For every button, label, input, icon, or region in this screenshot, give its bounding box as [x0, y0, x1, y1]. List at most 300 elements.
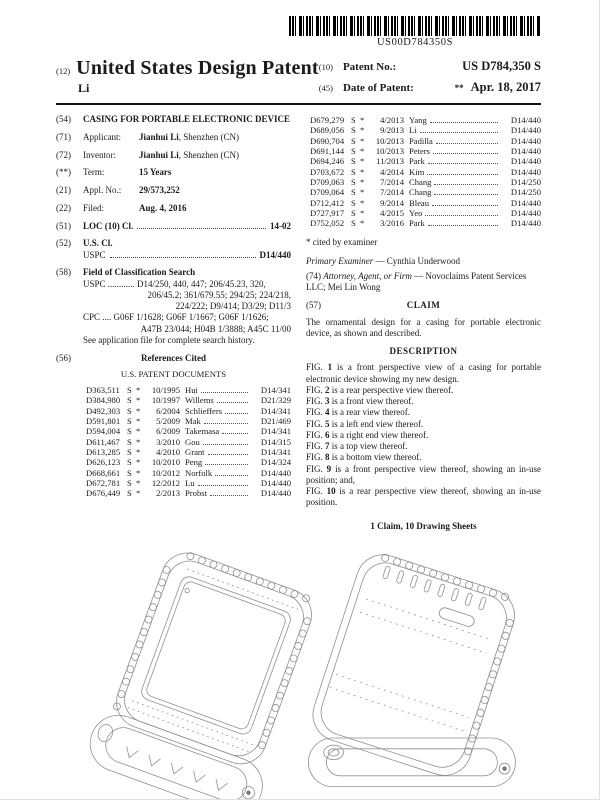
ref-examiner-star: * — [360, 218, 365, 229]
us-patent-documents-heading: U.S. PATENT DOCUMENTS — [120, 369, 227, 380]
ref-date: 2/2013 — [156, 488, 180, 499]
base-handle — [82, 707, 270, 800]
inventor-label: Inventor: — [83, 149, 116, 160]
ref-kind-code: S — [127, 457, 132, 468]
ref-kind-code: S — [351, 135, 356, 146]
ref-date: 5/2009 — [156, 416, 180, 427]
term-label: Term: — [83, 167, 105, 178]
uspc-value: D14/440 — [259, 249, 291, 260]
term-value: 15 Years — [139, 167, 172, 178]
ref-date: 10/2013 — [375, 135, 404, 146]
fig-label: FIG. — [306, 452, 323, 463]
applicant-name: Jianhui Li — [139, 131, 179, 142]
ref-kind-code: S — [127, 436, 132, 447]
dot-leader — [205, 464, 248, 465]
ref-examiner-star: * — [136, 447, 141, 457]
figure-description-line — [306, 362, 541, 385]
fig-label: FIG. — [306, 407, 323, 418]
applicant-location: , Shenzhen (CN) — [178, 131, 240, 142]
inventor-location: , Shenzhen (CN) — [178, 149, 240, 160]
dot-leader — [215, 475, 248, 476]
ref-inventor-name: Bleau — [409, 197, 430, 208]
ref-kind-code: S — [351, 125, 356, 136]
field-us-class — [56, 238, 291, 261]
dot-leader — [425, 215, 498, 216]
ref-patent-number: D679,279 — [310, 115, 345, 125]
field-application-number — [56, 185, 291, 196]
ref-examiner-star: * — [136, 426, 141, 437]
ref-classification: D14/440 — [510, 218, 541, 229]
ref-kind-code: S — [351, 197, 356, 208]
field-number: (71) — [56, 131, 71, 142]
ref-examiner-star: * — [360, 145, 365, 156]
ref-inventor-name: Hui — [185, 385, 198, 396]
barcode-image — [289, 16, 541, 36]
fig-text: is a right end view thereof. — [331, 429, 429, 440]
field-title-of-design — [56, 114, 291, 125]
ref-kind-code: S — [127, 405, 132, 416]
ref-patent-number: D384,980 — [86, 395, 121, 406]
ref-patent-number: D613,285 — [86, 447, 121, 457]
ref-patent-number: D689,056 — [310, 125, 345, 136]
ref-classification: D14/440 — [510, 197, 541, 208]
fig-label: FIG. — [306, 429, 323, 440]
reference-row — [86, 478, 291, 488]
cpc-search-line: CPC .... G06F 1/1628; G06F 1/1667; G06F 1/1626; — [83, 312, 269, 323]
ref-patent-number: D712,412 — [310, 197, 345, 208]
ref-examiner-star: * — [360, 176, 365, 187]
reference-row — [310, 187, 541, 197]
ref-date: 12/2012 — [151, 477, 180, 488]
fig-label: FIG. — [306, 384, 323, 395]
ref-date: 4/2010 — [156, 447, 180, 457]
fig-label: FIG. — [306, 418, 323, 429]
reference-row — [310, 156, 541, 166]
ref-inventor-name: Chang — [409, 176, 432, 187]
ref-patent-number: D611,467 — [86, 436, 120, 447]
ref-classification: D14/315 — [260, 436, 291, 447]
dot-leader — [217, 402, 248, 403]
ref-classification: D14/341 — [260, 447, 291, 457]
ref-date: 10/2012 — [151, 467, 180, 478]
ref-examiner-star: * — [360, 135, 365, 146]
ref-inventor-name: Peters — [409, 145, 431, 156]
ref-date: 11/2013 — [376, 156, 404, 167]
field-number: (58) — [56, 267, 71, 278]
ref-inventor-name: Li — [409, 125, 417, 136]
ref-inventor-name: Kim — [409, 166, 425, 177]
fig-number: 3 — [325, 396, 330, 407]
fig-text: is a front view thereof. — [331, 396, 414, 407]
ref-inventor-name: Probst — [185, 488, 207, 499]
ref-examiner-star: * — [360, 207, 365, 218]
ref-inventor-name: Grant — [185, 447, 205, 457]
ref-patent-number: D626,123 — [86, 457, 121, 468]
reference-row — [310, 125, 541, 135]
ref-inventor-name: Norfolk — [185, 467, 213, 478]
ref-patent-number: D668,661 — [86, 467, 121, 478]
dot-leader — [434, 184, 498, 185]
date-label: Date of Patent: — [342, 82, 414, 94]
reference-row — [86, 468, 291, 478]
search-label: Field of Classification Search — [83, 267, 196, 278]
attorney-name: Novoclaims Patent Services LLC; Mei Lin Wong — [306, 270, 527, 293]
field-number: (**) — [56, 167, 71, 178]
ref-date: 10/1995 — [151, 385, 180, 396]
ref-inventor-name: Yang — [409, 115, 427, 125]
ref-kind-code: S — [351, 176, 356, 187]
figure-description-line — [306, 407, 541, 418]
ref-examiner-star: * — [136, 467, 141, 478]
ref-classification: D14/440 — [260, 467, 291, 478]
reference-row — [86, 426, 291, 436]
em-dash: — — [414, 270, 424, 281]
ref-patent-number: D672,781 — [86, 477, 121, 488]
ref-inventor-name: Park — [409, 156, 425, 167]
ref-examiner-star: * — [360, 115, 365, 125]
fig-number: 8 — [325, 452, 330, 463]
reference-row — [310, 208, 541, 218]
dot-leader — [434, 194, 498, 195]
ref-classification: D14/440 — [510, 166, 541, 177]
ref-classification: D14/440 — [260, 488, 291, 499]
ref-examiner-star: * — [136, 395, 141, 406]
ref-patent-number: D363,511 — [86, 385, 120, 396]
fig-text: is a rear perspective view thereof. — [331, 384, 454, 395]
ref-inventor-name: Willems — [185, 395, 214, 406]
dot-leader — [420, 132, 498, 133]
uspc-search-line: 206/45.2; 361/679.55; 294/25; 224/218, — [147, 289, 291, 300]
uspc-search-line: 224/222; D9/414; D3/29; D11/3 — [175, 301, 291, 311]
header-divider — [56, 103, 541, 105]
field-number: (22) — [56, 202, 71, 213]
ref-classification: D14/250 — [510, 187, 541, 198]
ref-inventor-name: Chang — [409, 187, 432, 198]
design-title: CASING FOR PORTABLE ELECTRONIC DEVICE — [83, 114, 291, 124]
ref-inventor-name: Schlieffers — [185, 405, 223, 416]
ref-kind-code: S — [351, 207, 356, 218]
loc-label: LOC (10) Cl. — [83, 220, 134, 231]
ref-date: 6/2009 — [156, 426, 180, 437]
fig-number: 9 — [326, 463, 332, 474]
fig-number: 5 — [325, 418, 330, 429]
dot-leader — [430, 122, 498, 123]
appl-no-value: 29/573,252 — [139, 185, 180, 195]
em-dash: — — [375, 255, 385, 266]
ref-examiner-star: * — [360, 197, 365, 208]
fig-label: FIG. — [306, 441, 323, 452]
ref-date: 10/2010 — [151, 457, 180, 468]
fig-text: is a top view thereof. — [331, 441, 408, 452]
ref-date: 10/2013 — [375, 145, 404, 156]
scallop-bumps — [112, 546, 318, 762]
ref-kind-code: S — [127, 395, 132, 406]
ref-kind-code: S — [351, 166, 356, 177]
ref-kind-code: S — [127, 467, 132, 478]
figure-description-line — [306, 396, 541, 407]
ref-inventor-name: Gou — [185, 436, 200, 447]
ref-date: 3/2010 — [156, 436, 180, 447]
reference-row — [86, 395, 291, 405]
description-heading: DESCRIPTION — [389, 346, 458, 357]
field-number: (56) — [56, 353, 71, 363]
figure-description-line — [306, 385, 541, 396]
ref-classification: D21/329 — [260, 395, 291, 406]
dot-leader — [222, 433, 248, 434]
uspc-search-line: USPC ............ D14/250, 440, 447; 206/45.23, 320, — [83, 278, 266, 289]
barcode — [289, 16, 541, 48]
ref-inventor-name: Lu — [185, 477, 195, 488]
dot-leader — [208, 454, 248, 455]
figure-description-line — [306, 430, 541, 441]
attorney-line — [306, 271, 541, 294]
uspc-label: USPC — [83, 249, 106, 260]
ref-kind-code: S — [127, 477, 132, 488]
ref-examiner-star: * — [136, 488, 141, 499]
first-named-inventor: Li — [78, 81, 90, 95]
filed-label: Filed: — [83, 202, 105, 213]
ref-inventor-name: Takemasa — [185, 426, 220, 437]
reference-row — [86, 416, 291, 426]
fig-label: FIG. — [306, 486, 323, 497]
term-extension-stars: ** — [454, 83, 464, 93]
ref-classification: D14/341 — [260, 385, 291, 396]
ref-classification: D14/341 — [260, 405, 291, 416]
right-column — [306, 114, 541, 532]
ref-patent-number: D709,064 — [310, 187, 345, 198]
fig-number: 4 — [325, 407, 330, 418]
drawing-sheet — [0, 534, 599, 800]
reference-row — [310, 198, 541, 208]
ref-patent-number: D492,303 — [86, 405, 121, 416]
reference-row — [310, 136, 541, 146]
fig-text: is a front perspective view of a casing for portable electronic device showing my new design. — [306, 362, 542, 384]
ref-classification: D21/469 — [260, 416, 291, 427]
ref-classification: D14/440 — [510, 115, 541, 125]
ref-inventor-name: Peng — [185, 457, 203, 468]
attorney-label: Attorney, Agent, or Firm — [323, 270, 412, 281]
ref-kind-code: S — [351, 187, 356, 198]
document-title: United States Design Patent — [76, 57, 319, 79]
references-table-right — [310, 115, 541, 228]
claim-text: The ornamental design for a casing for portable electronic device, as shown and described. — [306, 316, 541, 338]
patent-number: US D784,350 S — [462, 59, 541, 73]
dot-leader — [203, 444, 248, 445]
ref-date: 3/2016 — [380, 218, 404, 229]
fig-label: FIG. — [306, 362, 323, 373]
ref-patent-number: D752,052 — [310, 218, 345, 229]
ref-patent-number: D594,004 — [86, 426, 121, 437]
figure-description-line — [306, 419, 541, 430]
ref-kind-code: S — [351, 115, 356, 125]
field-number: (72) — [56, 149, 71, 160]
ref-classification: D14/324 — [260, 457, 291, 468]
ref-kind-code: S — [127, 385, 132, 396]
ref-examiner-star: * — [136, 385, 141, 396]
reference-row — [86, 385, 291, 395]
field-number: (57) — [306, 300, 321, 311]
field-number: (54) — [56, 114, 71, 124]
ref-patent-number: D676,449 — [86, 488, 121, 499]
field-number: (52) — [56, 238, 71, 249]
dot-leader — [225, 413, 248, 414]
dot-leader — [204, 423, 248, 424]
ref-inventor-name: Yeo — [409, 207, 423, 218]
patent-date: Apr. 18, 2017 — [470, 80, 541, 94]
figure-description-line — [306, 452, 541, 463]
reference-row — [86, 488, 291, 498]
dot-leader — [432, 205, 498, 206]
ref-patent-number: D690,704 — [310, 135, 345, 146]
ref-date: 7/2014 — [380, 176, 404, 187]
ref-patent-number: D691,144 — [310, 145, 345, 156]
inventor-name: Jianhui Li — [139, 149, 179, 160]
ref-patent-number: D703,672 — [310, 166, 345, 177]
bibliographic-columns — [56, 114, 541, 532]
ref-classification: D14/440 — [510, 125, 541, 136]
claims-sheets-note: 1 Claim, 10 Drawing Sheets — [370, 520, 477, 531]
ref-kind-code: S — [127, 488, 132, 499]
ref-date: 9/2013 — [380, 125, 404, 136]
ref-examiner-star: * — [136, 436, 141, 447]
patent-no-field-number: (10) — [318, 62, 333, 72]
front-perspective-drawing — [90, 534, 320, 800]
ref-kind-code: S — [127, 447, 132, 457]
dot-leader — [428, 225, 498, 226]
filed-value: Aug. 4, 2016 — [139, 202, 187, 213]
left-column — [56, 114, 291, 532]
reference-row — [310, 115, 541, 125]
figure-descriptions — [306, 362, 541, 508]
search-history-note: See application file for complete search history. — [83, 334, 255, 345]
ref-classification: D14/440 — [260, 477, 291, 488]
references-table-left — [86, 385, 291, 498]
field-number: (21) — [56, 185, 71, 195]
header-left — [56, 57, 319, 99]
reference-row — [86, 437, 291, 447]
ref-inventor-name: Park — [409, 218, 425, 229]
ref-classification: D14/440 — [510, 207, 541, 218]
ref-kind-code: S — [127, 426, 132, 437]
fig-label: FIG. — [306, 463, 323, 474]
loc-value: 14-02 — [270, 220, 291, 231]
fig-number: 2 — [325, 384, 330, 395]
dot-leader — [110, 257, 256, 258]
field-inventor — [56, 150, 291, 161]
ref-classification: D14/440 — [510, 156, 541, 167]
ref-patent-number: D591,801 — [86, 416, 121, 427]
scallop-bumps — [332, 553, 522, 756]
ref-examiner-star: * — [360, 125, 365, 136]
field-term — [56, 167, 291, 178]
field-applicant — [56, 132, 291, 143]
kind-code-number: (12) — [56, 66, 71, 76]
figure-description-line — [306, 441, 541, 452]
figure-description-line — [306, 486, 541, 509]
ref-patent-number: D709,063 — [310, 176, 345, 187]
reference-row — [86, 447, 291, 457]
ref-examiner-star: * — [136, 457, 141, 468]
fig-label: FIG. — [306, 396, 323, 407]
ref-kind-code: S — [351, 145, 356, 156]
ref-date: 6/2004 — [156, 405, 180, 416]
dot-leader — [201, 392, 248, 393]
references-cited-heading: (56) References Cited — [56, 353, 207, 363]
reference-row — [86, 457, 291, 467]
cpc-search-line: A47B 23/044; H04B 1/3888; A45C 11/00 — [140, 323, 291, 334]
applicant-label: Applicant: — [83, 131, 121, 142]
field-classification-search — [56, 267, 291, 346]
ref-date: 10/1997 — [151, 395, 180, 406]
ref-classification: D14/250 — [510, 176, 541, 187]
dot-leader — [436, 143, 498, 144]
ref-examiner-star: * — [360, 187, 365, 198]
reference-row — [310, 167, 541, 177]
ref-inventor-name: Mak — [185, 416, 201, 427]
ref-date: 4/2015 — [380, 207, 404, 218]
ref-date: 4/2013 — [380, 115, 404, 125]
dot-leader — [428, 163, 498, 164]
reference-row — [310, 177, 541, 187]
reference-row — [86, 406, 291, 416]
fig-text: is a bottom view thereof. — [331, 452, 422, 463]
fig-number: 7 — [325, 441, 330, 452]
base-stand — [308, 738, 515, 787]
ref-examiner-star: * — [360, 156, 365, 167]
examiner-label: Primary Examiner — [306, 255, 374, 266]
patent-no-label: Patent No.: — [342, 61, 397, 73]
ref-examiner-star: * — [136, 477, 141, 488]
ref-date: 9/2014 — [380, 197, 404, 208]
ref-date: 4/2014 — [380, 166, 404, 177]
fig-text: is a rear view thereof. — [331, 407, 410, 418]
field-loc-class — [56, 221, 291, 232]
reference-row — [310, 218, 541, 228]
ref-inventor-name: Padilla — [409, 135, 433, 146]
fig-text: is a left end view thereof. — [331, 418, 424, 429]
rear-perspective-drawing — [298, 546, 518, 800]
dot-leader — [137, 228, 266, 229]
reference-row — [310, 146, 541, 156]
dot-leader — [433, 153, 498, 154]
dot-leader — [198, 485, 248, 486]
ref-kind-code: S — [351, 218, 356, 229]
us-cl-label: U.S. Cl. — [83, 238, 113, 249]
appl-no-label: Appl. No.: — [83, 185, 122, 195]
ref-classification: D14/440 — [510, 135, 541, 146]
ref-kind-code: S — [351, 156, 356, 167]
fig-text: is a rear perspective view thereof, showing an in-use position. — [306, 486, 542, 508]
fig-text: is a front perspective view thereof, showing an in-use position; and, — [306, 463, 541, 485]
field-number: (51) — [56, 220, 71, 231]
ref-kind-code: S — [127, 416, 132, 427]
field-number: (74) — [306, 270, 321, 281]
fig-number: 1 — [327, 362, 333, 373]
field-filed — [56, 203, 291, 214]
claim-heading: (57) CLAIM — [306, 300, 441, 311]
ref-date: 7/2014 — [380, 187, 404, 198]
examiner-name: Cynthia Underwood — [386, 255, 460, 266]
barcode-text: US00D784350S — [376, 37, 454, 48]
ref-patent-number: D727,917 — [310, 207, 345, 218]
cited-by-examiner-note: * cited by examiner — [306, 237, 378, 248]
header-right — [319, 57, 541, 99]
ref-classification: D14/341 — [260, 426, 291, 437]
date-field-number: (45) — [318, 83, 333, 93]
dot-leader — [427, 174, 498, 175]
fig-number: 10 — [326, 486, 336, 497]
ref-classification: D14/440 — [510, 145, 541, 156]
